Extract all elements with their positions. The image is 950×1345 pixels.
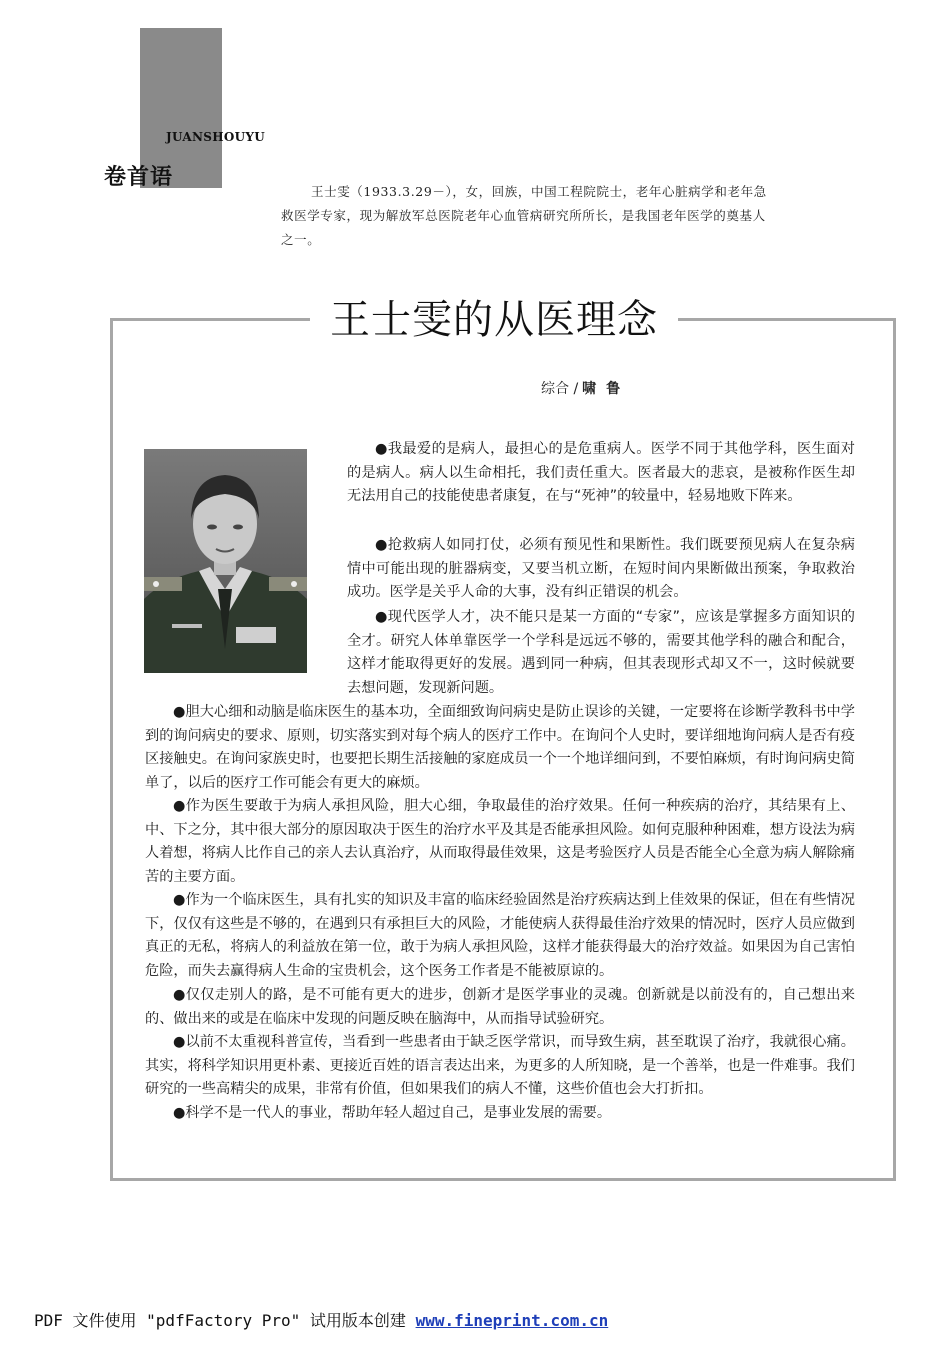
footer-link[interactable]: www.fineprint.com.cn: [415, 1311, 609, 1330]
paragraph-6: ● 作为一个临床医生，具有扎实的知识及丰富的临床经验固然是治疗疾病达到上佳效果的保证，但在有些情况下，仅仅有这些是不够的，在遇到只有承担巨大的风险，才能使病人获得最佳治疗效果的情况时，医疗人员应做到真正的无私，将病人的利益放在第一位，敢于为病人承担风险，这样才能获得最大的治疗效益。如果因为自己害怕危险，而失去赢得病人生命的宝贵机会，这个医务工作者是不能被原谅的。: [145, 889, 855, 984]
author-name: 啸鲁: [582, 381, 631, 397]
intro-text: 王士雯（1933.3.29－），女，回族，中国工程院院士，老年心脏病学和老年急救医学专家，现为解放军总医院老年心血管病研究所所长，是我国老年医学的奠基人之一。: [281, 184, 767, 247]
portrait-photo: [144, 449, 307, 673]
paragraph-9: ● 科学不是一代人的事业，帮助年轻人超过自己，是事业发展的需要。: [145, 1102, 855, 1126]
paragraph-2: ● 抢救病人如同打仗，必须有预见性和果断性。我们既要预见病人在复杂病情中可能出现的脏器病变，又要当机立断，在短时间内果断做出预案，争取救治成功。医学是关乎人命的大事，没有纠正错误的机会。: [347, 534, 855, 605]
column-name-cn: 卷首语: [104, 164, 174, 190]
portrait-illustration: [144, 449, 307, 673]
paragraph-7: ● 仅仅走别人的路，是不可能有更大的进步，创新才是医学事业的灵魂。创新就是以前没有的，自己想出来的、做出来的或是在临床中发现的问题反映在脑海中，从而指导试验研究。: [145, 984, 855, 1031]
footer-text: PDF 文件使用 "pdfFactory Pro" 试用版本创建: [34, 1311, 406, 1330]
pdf-footer: [34, 1308, 608, 1331]
paragraph-3: ● 现代医学人才，决不能只是某一方面的“专家”，应该是掌握多方面知识的全才。研究人体单靠医学一个学科是远远不够的，需要其他学科的融合和配合，这样才能取得更好的发展。遇到同一种病，但其表现形式却又不一，这时候就要去想问题，发现新问题。: [347, 606, 855, 701]
column-name-en: JUANSHOUYU: [166, 130, 266, 144]
frame-top-left: [110, 318, 310, 321]
paragraph-8: ● 以前不太重视科普宣传，当看到一些患者由于缺乏医学常识，而导致生病，甚至耽误了治疗，我就很心痛。其实，将科学知识用更朴素、更接近百姓的语言表达出来，为更多的人所知晓，是一个善举，也是一件难事。我们研究的一些高精尖的成果，非常有价值，但如果我们的病人不懂，这些价值也会大打折扣。: [145, 1031, 855, 1102]
paragraph-1: ● 我最爱的是病人，最担心的是危重病人。医学不同于其他学科，医生面对的是病人。病人以生命相托，我们责任重大。医者最大的悲哀，是被称作医生却无法用自己的技能使患者康复，在与“死神”的较量中，轻易地败下阵来。: [347, 438, 855, 509]
paragraph-5: ● 作为医生要敢于为病人承担风险，胆大心细，争取最佳的治疗效果。任何一种疾病的治疗，其结果有上、中、下之分，其中很大部分的原因取决于医生的治疗水平及其是否能承担风险。如何克服种种困难，想方设法为病人着想，将病人比作自己的亲人去认真治疗，从而取得最佳效果，这是考验医疗人员是否能全心全意为病人解除痛苦的主要方面。: [145, 795, 855, 890]
byline-prefix: 综合 /: [541, 381, 579, 397]
article-title: 王士雯的从医理念: [330, 297, 658, 343]
byline: [541, 378, 630, 398]
paragraph-4: ● 胆大心细和动脑是临床医生的基本功，全面细致询问病史是防止误诊的关键，一定要将在诊断学教科书中学到的询问病史的要求、原则，切实落实到对每个病人的医疗工作中。在询问个人史时，要详细地询问病人是否有疫区接触史。在询问家族史时，也要把长期生活接触的家庭成员一个一个地详细问到，不要怕麻烦，有时询问病史简单了，以后的医疗工作可能会有更大的麻烦。: [145, 701, 855, 796]
frame-top-right: [678, 318, 893, 321]
